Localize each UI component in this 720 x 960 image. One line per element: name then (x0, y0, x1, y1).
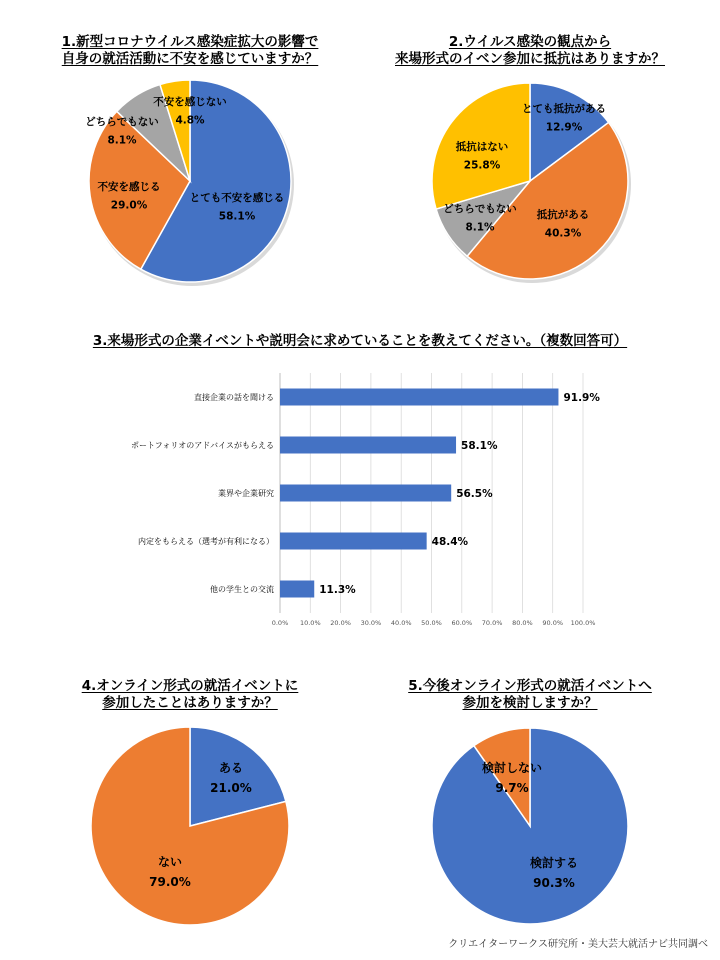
x-tick-label: 100.0% (570, 619, 596, 627)
chart3-title-line1: 3.来場形式の企業イベントや説明会に求めていることを教えてください。（複数回答可） (92, 333, 628, 349)
chart2-title-line2: 来場形式のイベン参加に抵抗はありますか？ (395, 51, 665, 67)
bar (280, 533, 427, 550)
slice-label: どちらでもない (85, 116, 159, 128)
bar (280, 581, 314, 598)
bar-value-label: 48.4% (431, 536, 469, 548)
bar-value-label: 11.3% (319, 584, 356, 596)
pie-chart-1 (85, 80, 294, 286)
x-tick-label: 50.0% (421, 619, 442, 627)
bar-value-label: 91.9% (563, 392, 600, 404)
bar (280, 389, 558, 406)
chart4-title-line1: 4.オンライン形式の就活イベントに (81, 678, 299, 694)
x-tick-label: 40.0% (390, 619, 412, 627)
slice-label: 抵抗はない (455, 141, 509, 153)
source-credit: クリエイターワークス研究所・美大芸大就活ナビ共同調べ (448, 939, 708, 950)
slice-value-label: 9.7% (495, 781, 529, 795)
chart5-title-line1: 5.今後オンライン形式の就活イベントへ (408, 678, 652, 694)
bar (280, 485, 451, 502)
slice-value-label: 90.3% (533, 876, 575, 890)
category-label: 直接企業の話を聞ける (194, 393, 274, 402)
chart1-title-line1: 1.新型コロナウイルス感染症拡大の影響で (61, 34, 319, 50)
chart4-title-line2: 参加したことはありますか？ (102, 695, 278, 711)
slice-label: とても抵抗がある (522, 103, 606, 115)
slice-value-label: 12.9% (545, 121, 583, 134)
slice-label: 不安を感じない (153, 96, 227, 108)
pie-chart-4 (91, 727, 289, 925)
chart2-title-line1: 2.ウイルス感染の観点から (448, 34, 612, 50)
category-label: 内定をもらえる（選考が有利になる） (138, 537, 274, 546)
x-tick-label: 30.0% (360, 619, 382, 627)
pie-chart-2 (432, 83, 631, 283)
slice-label: 不安を感じる (97, 181, 161, 193)
slice-label: どちらでもない (443, 203, 517, 215)
slice-value-label: 8.1% (465, 221, 495, 234)
slice-value-label: 58.1% (218, 210, 256, 223)
slice-value-label: 8.1% (107, 134, 137, 147)
pie-chart-5 (432, 728, 628, 924)
x-tick-label: 60.0% (451, 619, 473, 627)
slice-value-label: 40.3% (544, 227, 582, 240)
slice-value-label: 4.8% (175, 114, 205, 127)
bar-value-label: 58.1% (461, 440, 498, 452)
slice-value-label: 25.8% (463, 159, 501, 172)
slice-label: 抵抗がある (536, 209, 590, 221)
chart5-title-line2: 参加を検討しますか？ (462, 695, 598, 711)
category-label: 他の学生との交流 (210, 585, 274, 594)
slice-label: とても不安を感じる (189, 192, 285, 204)
x-tick-label: 20.0% (330, 619, 351, 627)
slice-value-label: 21.0% (210, 781, 252, 795)
bar-chart-3 (131, 373, 600, 627)
category-label: ポートフォリオのアドバイスがもらえる (130, 441, 274, 450)
slice-value-label: 29.0% (110, 199, 148, 212)
x-tick-label: 10.0% (299, 619, 321, 627)
x-tick-label: 70.0% (481, 619, 503, 627)
slice-label: ない (157, 855, 183, 869)
x-tick-label: 0.0% (271, 619, 289, 627)
slice-value-label: 79.0% (149, 875, 191, 889)
chart1-title-line2: 自身の就活活動に不安を感じていますか？ (61, 51, 319, 67)
x-tick-label: 90.0% (542, 619, 564, 627)
x-tick-label: 80.0% (512, 619, 533, 627)
bar (280, 437, 456, 454)
slice-label: 検討する (529, 856, 579, 870)
slice-label: 検討しない (481, 761, 543, 775)
bar-value-label: 56.5% (456, 488, 493, 500)
category-label: 業界や企業研究 (218, 489, 274, 498)
slice-label: ある (218, 761, 244, 775)
